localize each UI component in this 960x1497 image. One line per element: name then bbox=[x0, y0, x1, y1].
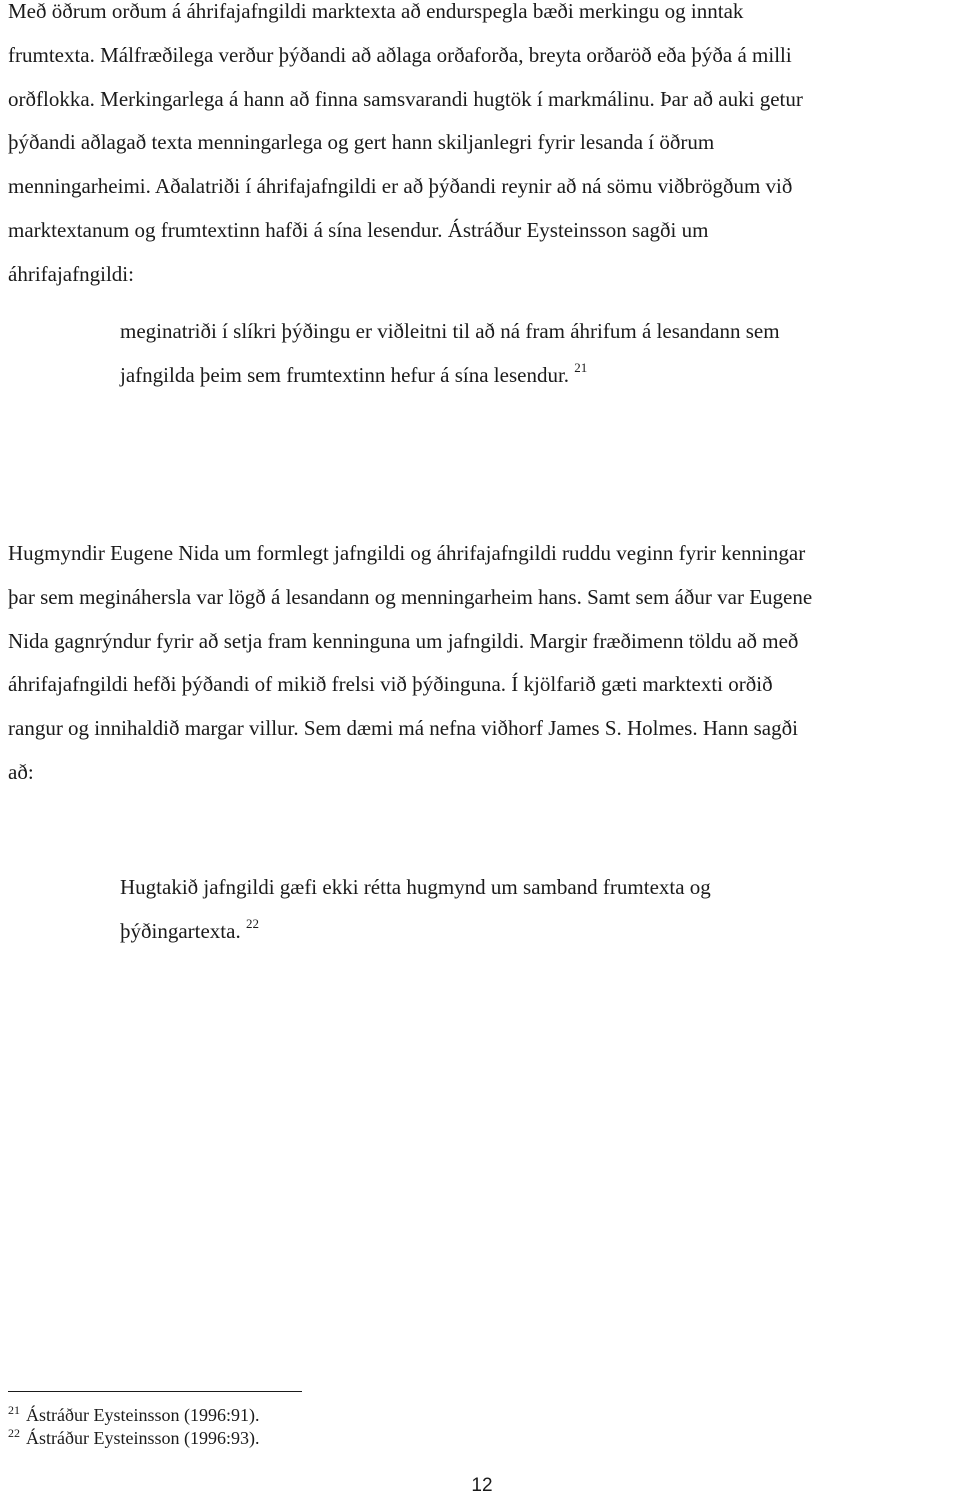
text-line: áhrifajafngildi: bbox=[8, 261, 134, 286]
text-line: þýðandi aðlagað texta menningarlega og gert hann skiljanlegri fyrir lesanda í öðrum bbox=[8, 130, 715, 155]
quote-line bbox=[120, 910, 711, 954]
quote-line-text: þýðingartexta. bbox=[120, 918, 241, 943]
quote-line: Hugtakið jafngildi gæfi ekki rétta hugmynd um samband frumtexta og bbox=[120, 875, 711, 899]
body-paragraph-2 bbox=[8, 532, 812, 795]
text-line: að: bbox=[8, 759, 34, 784]
document-page bbox=[8, 0, 956, 1496]
block-quote-2 bbox=[120, 866, 711, 954]
footnote-reference-21: 21 bbox=[574, 359, 588, 375]
text-line: orðflokka. Merkingarlega á hann að finna samsvarandi hugtök í markmálinu. Þar að auki getur bbox=[8, 86, 803, 111]
body-paragraph-1 bbox=[8, 0, 803, 297]
page-number: 12 bbox=[471, 1475, 493, 1496]
footnotes bbox=[8, 1404, 259, 1450]
footnote-number: 21 bbox=[8, 1403, 20, 1417]
quote-line-text: jafngilda þeim sem frumtextinn hefur á sína lesendur. bbox=[120, 362, 570, 387]
quote-line bbox=[120, 354, 780, 398]
footnote-22 bbox=[8, 1427, 259, 1450]
text-line: Nida gagnrýndur fyrir að setja fram kenninguna um jafngildi. Margir fræðimenn töldu að með bbox=[8, 628, 799, 653]
block-quote-1 bbox=[120, 310, 780, 398]
text-line: þar sem megináhersla var lögð á lesandann og menningarheim hans. Samt sem áður var Eugene bbox=[8, 584, 813, 609]
text-line: Með öðrum orðum á áhrifajafngildi marktexta að endurspegla bæði merkingu og inntak bbox=[8, 0, 744, 23]
footnote-text: Ástráður Eysteinsson (1996:91). bbox=[26, 1405, 260, 1425]
text-line: frumtexta. Málfræðilega verður þýðandi að aðlaga orðaforða, breyta orðaröð eða þýða á milli bbox=[8, 42, 792, 67]
footnote-number: 22 bbox=[8, 1426, 20, 1440]
text-line: marktextanum og frumtextinn hafði á sína lesendur. Ástráður Eysteinsson sagði um bbox=[8, 217, 709, 242]
quote-line: meginatriði í slíkri þýðingu er viðleitni til að ná fram áhrifum á lesandann sem bbox=[120, 319, 780, 343]
text-line: áhrifajafngildi hefði þýðandi of mikið frelsi við þýðinguna. Í kjölfarið gæti marktexti orðið bbox=[8, 672, 773, 697]
text-line: Hugmyndir Eugene Nida um formlegt jafngildi og áhrifajafngildi ruddu veginn fyrir kenningar bbox=[8, 541, 806, 565]
footnote-21 bbox=[8, 1404, 259, 1427]
footnote-text: Ástráður Eysteinsson (1996:93). bbox=[26, 1428, 260, 1448]
text-line: rangur og innihaldið margar villur. Sem dæmi má nefna viðhorf James S. Holmes. Hann sagði bbox=[8, 716, 798, 741]
footnote-reference-22: 22 bbox=[245, 915, 259, 931]
footnote-divider bbox=[8, 1391, 302, 1392]
text-line: menningarheimi. Aðalatriði í áhrifajafngildi er að þýðandi reynir að ná sömu viðbrögðum við bbox=[8, 174, 793, 199]
